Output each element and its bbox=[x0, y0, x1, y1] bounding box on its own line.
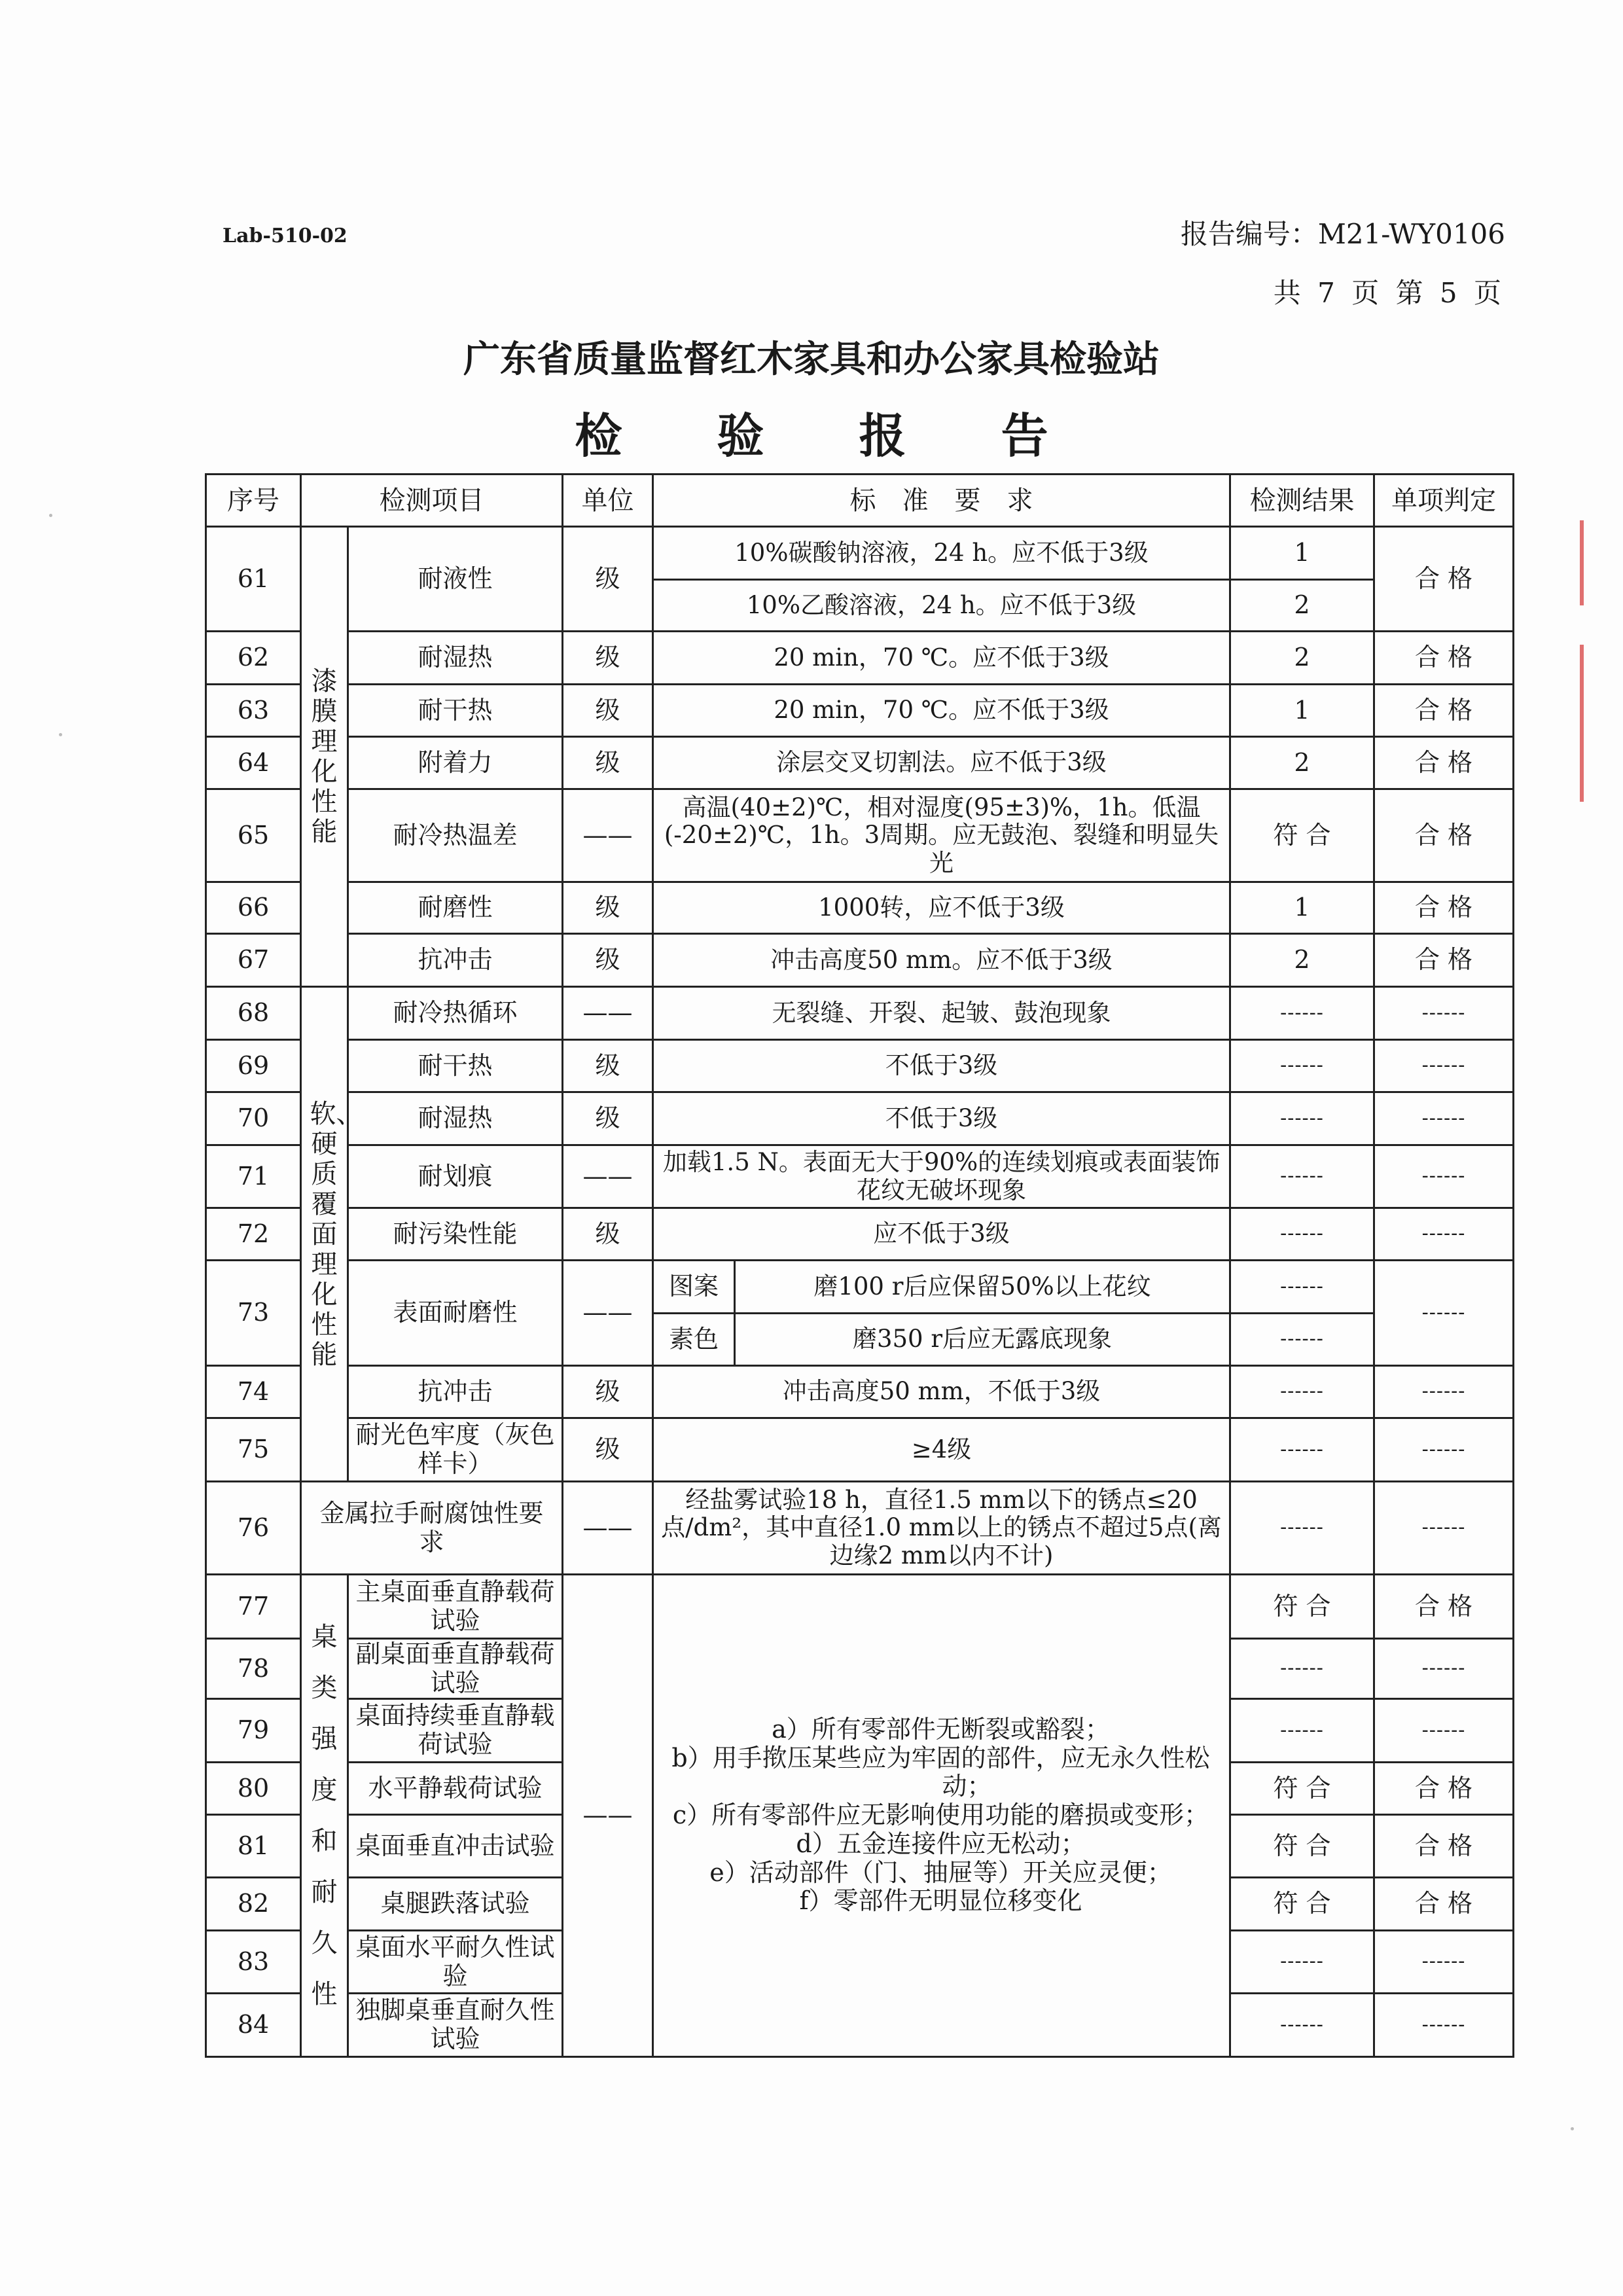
result: 符 合 bbox=[1230, 1878, 1374, 1931]
sub-label: 图案 bbox=[653, 1261, 735, 1314]
lab-code: Lab-510-02 bbox=[223, 224, 348, 247]
item-name: 抗冲击 bbox=[348, 934, 563, 987]
row-no: 65 bbox=[206, 789, 301, 882]
item-name: 耐磨性 bbox=[348, 882, 563, 934]
item-name: 耐湿热 bbox=[348, 1092, 563, 1145]
item-name: 耐液性 bbox=[348, 527, 563, 632]
sub-label: 素色 bbox=[653, 1314, 735, 1366]
requirement-item: b）用手揿压某些应为牢固的部件，应无永久性松动； bbox=[671, 1743, 1210, 1801]
inspection-table bbox=[205, 473, 1514, 2058]
item-name: 金属拉手耐腐蚀性要求 bbox=[301, 1482, 563, 1575]
group-label: 漆膜理化性能 bbox=[301, 527, 348, 987]
verdict: 合 格 bbox=[1374, 1575, 1514, 1639]
seal-stamp-fragment bbox=[1580, 645, 1623, 802]
table-row bbox=[206, 685, 1514, 737]
col-requirement: 标 准 要 求 bbox=[653, 475, 1230, 527]
table-row bbox=[206, 632, 1514, 685]
verdict: ------ bbox=[1374, 1366, 1514, 1418]
unit: 级 bbox=[563, 685, 653, 737]
row-no: 64 bbox=[206, 737, 301, 789]
report-title: 检 验 报 告 bbox=[575, 408, 1088, 463]
requirement-item: c）所有零部件应无影响使用功能的磨损或变形； bbox=[672, 1801, 1209, 1830]
verdict: ------ bbox=[1374, 987, 1514, 1040]
requirement: 经盐雾试验18 h，直径1.5 mm以下的锈点≤20点/dm²，其中直径1.0 mm以上的锈点不超过5点(离边缘2 mm以内不计) bbox=[653, 1482, 1230, 1575]
item-name: 耐光色牢度（灰色样卡） bbox=[348, 1418, 563, 1482]
unit: 级 bbox=[563, 632, 653, 685]
item-name: 耐冷热温差 bbox=[348, 789, 563, 882]
requirement: 应不低于3级 bbox=[653, 1208, 1230, 1261]
item-name: 抗冲击 bbox=[348, 1366, 563, 1418]
row-no: 62 bbox=[206, 632, 301, 685]
header-row bbox=[206, 475, 1514, 527]
result: 符 合 bbox=[1230, 1575, 1374, 1639]
item-name: 耐划痕 bbox=[348, 1145, 563, 1208]
unit: —— bbox=[563, 987, 653, 1040]
verdict: 合 格 bbox=[1374, 737, 1514, 789]
result: 1 bbox=[1230, 685, 1374, 737]
requirement: 10%碳酸钠溶液，24 h。应不低于3级 bbox=[653, 527, 1230, 580]
verdict: 合 格 bbox=[1374, 527, 1514, 632]
row-no: 68 bbox=[206, 987, 301, 1040]
result: 1 bbox=[1230, 527, 1374, 580]
unit: 级 bbox=[563, 1040, 653, 1092]
row-no: 74 bbox=[206, 1366, 301, 1418]
scan-speck bbox=[1571, 2127, 1574, 2130]
verdict: 合 格 bbox=[1374, 882, 1514, 934]
requirement: 不低于3级 bbox=[653, 1092, 1230, 1145]
requirement: 不低于3级 bbox=[653, 1040, 1230, 1092]
page-info: 共 7 页 第 5 页 bbox=[1273, 277, 1505, 309]
col-unit: 单位 bbox=[563, 475, 653, 527]
item-name: 耐湿热 bbox=[348, 632, 563, 685]
item-name: 水平静载荷试验 bbox=[348, 1763, 563, 1815]
row-no: 79 bbox=[206, 1699, 301, 1763]
table-row bbox=[206, 789, 1514, 882]
result: 2 bbox=[1230, 737, 1374, 789]
col-result: 检测结果 bbox=[1230, 475, 1374, 527]
result: 2 bbox=[1230, 580, 1374, 632]
seal-stamp-fragment bbox=[1580, 520, 1623, 605]
result: ------ bbox=[1230, 1639, 1374, 1699]
verdict: 合 格 bbox=[1374, 685, 1514, 737]
scan-speck bbox=[49, 514, 52, 517]
requirement-item: d）五金连接件应无松动； bbox=[796, 1829, 1086, 1858]
unit: —— bbox=[563, 1145, 653, 1208]
verdict: 合 格 bbox=[1374, 934, 1514, 987]
table-row bbox=[206, 934, 1514, 987]
row-no: 63 bbox=[206, 685, 301, 737]
requirement: 1000转，应不低于3级 bbox=[653, 882, 1230, 934]
result: ------ bbox=[1230, 987, 1374, 1040]
table-row bbox=[206, 1208, 1514, 1261]
item-name: 桌面持续垂直静载荷试验 bbox=[348, 1699, 563, 1763]
row-no: 83 bbox=[206, 1931, 301, 1994]
item-name: 耐污染性能 bbox=[348, 1208, 563, 1261]
result: ------ bbox=[1230, 1208, 1374, 1261]
verdict: ------ bbox=[1374, 1261, 1514, 1366]
result: 1 bbox=[1230, 882, 1374, 934]
requirement: 磨100 r后应保留50%以上花纹 bbox=[735, 1261, 1230, 1314]
verdict: ------ bbox=[1374, 1418, 1514, 1482]
verdict: 合 格 bbox=[1374, 1878, 1514, 1931]
row-no: 73 bbox=[206, 1261, 301, 1366]
unit: —— bbox=[563, 789, 653, 882]
unit: 级 bbox=[563, 934, 653, 987]
item-name: 耐干热 bbox=[348, 685, 563, 737]
verdict: ------ bbox=[1374, 1482, 1514, 1575]
report-number: 报告编号：M21-WY0106 bbox=[1180, 218, 1505, 250]
unit: 级 bbox=[563, 1208, 653, 1261]
result: ------ bbox=[1230, 1931, 1374, 1994]
result: 2 bbox=[1230, 632, 1374, 685]
table-row bbox=[206, 737, 1514, 789]
unit: 级 bbox=[563, 882, 653, 934]
requirement: 冲击高度50 mm，不低于3级 bbox=[653, 1366, 1230, 1418]
row-no: 77 bbox=[206, 1575, 301, 1639]
row-no: 81 bbox=[206, 1815, 301, 1878]
item-name: 耐冷热循环 bbox=[348, 987, 563, 1040]
item-name: 桌面垂直冲击试验 bbox=[348, 1815, 563, 1878]
verdict: 合 格 bbox=[1374, 1815, 1514, 1878]
unit: 级 bbox=[563, 1366, 653, 1418]
row-no: 76 bbox=[206, 1482, 301, 1575]
result: ------ bbox=[1230, 1699, 1374, 1763]
verdict: ------ bbox=[1374, 1931, 1514, 1994]
result: ------ bbox=[1230, 1261, 1374, 1314]
result: 符 合 bbox=[1230, 789, 1374, 882]
verdict: ------ bbox=[1374, 1699, 1514, 1763]
requirement: 磨350 r后应无露底现象 bbox=[735, 1314, 1230, 1366]
table-row bbox=[206, 1145, 1514, 1208]
result: ------ bbox=[1230, 1418, 1374, 1482]
verdict: ------ bbox=[1374, 1208, 1514, 1261]
table-row bbox=[206, 1418, 1514, 1482]
requirement: 涂层交叉切割法。应不低于3级 bbox=[653, 737, 1230, 789]
result: 符 合 bbox=[1230, 1815, 1374, 1878]
scan-speck bbox=[59, 733, 62, 736]
row-no: 66 bbox=[206, 882, 301, 934]
requirement-item: e）活动部件（门、抽屉等）开关应灵便； bbox=[709, 1857, 1172, 1887]
item-name: 表面耐磨性 bbox=[348, 1261, 563, 1366]
row-no: 75 bbox=[206, 1418, 301, 1482]
row-no: 80 bbox=[206, 1763, 301, 1815]
org-name: 广东省质量监督红木家具和办公家具检验站 bbox=[463, 338, 1160, 381]
item-name: 桌腿跌落试验 bbox=[348, 1878, 563, 1931]
result: ------ bbox=[1230, 1040, 1374, 1092]
result: ------ bbox=[1230, 1366, 1374, 1418]
unit: —— bbox=[563, 1482, 653, 1575]
requirement: 无裂缝、开裂、起皱、鼓泡现象 bbox=[653, 987, 1230, 1040]
result: ------ bbox=[1230, 1145, 1374, 1208]
row-no: 72 bbox=[206, 1208, 301, 1261]
verdict: ------ bbox=[1374, 1040, 1514, 1092]
item-name: 独脚桌垂直耐久性试验 bbox=[348, 1994, 563, 2057]
item-name: 耐干热 bbox=[348, 1040, 563, 1092]
verdict: ------ bbox=[1374, 1092, 1514, 1145]
row-no: 69 bbox=[206, 1040, 301, 1092]
unit: 级 bbox=[563, 1092, 653, 1145]
verdict: ------ bbox=[1374, 1639, 1514, 1699]
row-no: 71 bbox=[206, 1145, 301, 1208]
row-no: 82 bbox=[206, 1878, 301, 1931]
result: 符 合 bbox=[1230, 1763, 1374, 1815]
row-no: 67 bbox=[206, 934, 301, 987]
table-row bbox=[206, 1040, 1514, 1092]
result: ------ bbox=[1230, 1994, 1374, 2057]
unit: 级 bbox=[563, 1418, 653, 1482]
result: ------ bbox=[1230, 1314, 1374, 1366]
table-row bbox=[206, 1482, 1514, 1575]
row-no: 78 bbox=[206, 1639, 301, 1699]
col-no: 序号 bbox=[206, 475, 301, 527]
requirement-item: f）零部件无明显位移变化 bbox=[799, 1886, 1082, 1916]
col-verdict: 单项判定 bbox=[1374, 475, 1514, 527]
desk-requirements bbox=[653, 1575, 1230, 2057]
table-row bbox=[206, 882, 1514, 934]
verdict: 合 格 bbox=[1374, 789, 1514, 882]
result: ------ bbox=[1230, 1092, 1374, 1145]
result: 2 bbox=[1230, 934, 1374, 987]
verdict: 合 格 bbox=[1374, 632, 1514, 685]
requirement: 20 min，70 ℃。应不低于3级 bbox=[653, 685, 1230, 737]
table-row bbox=[206, 527, 1514, 580]
requirement-item: a）所有零部件无断裂或豁裂； bbox=[772, 1715, 1110, 1744]
verdict: ------ bbox=[1374, 1994, 1514, 2057]
group-label: 桌类强度和耐久性 bbox=[301, 1575, 348, 2057]
group-label: 软、硬质覆面理化性能 bbox=[301, 987, 348, 1482]
requirement: 高温(40±2)℃，相对湿度(95±3)%，1h。低温(-20±2)℃，1h。3周期。应无鼓泡、裂缝和明显失光 bbox=[653, 789, 1230, 882]
result: ------ bbox=[1230, 1482, 1374, 1575]
table-row bbox=[206, 1575, 1514, 1639]
unit: 级 bbox=[563, 737, 653, 789]
table-row bbox=[206, 987, 1514, 1040]
item-name: 主桌面垂直静载荷试验 bbox=[348, 1575, 563, 1639]
unit: —— bbox=[563, 1575, 653, 2057]
requirement: 20 min，70 ℃。应不低于3级 bbox=[653, 632, 1230, 685]
item-name: 附着力 bbox=[348, 737, 563, 789]
unit: —— bbox=[563, 1261, 653, 1366]
row-no: 61 bbox=[206, 527, 301, 632]
verdict: 合 格 bbox=[1374, 1763, 1514, 1815]
unit: 级 bbox=[563, 527, 653, 632]
item-name: 副桌面垂直静载荷试验 bbox=[348, 1639, 563, 1699]
requirement: 加载1.5 N。表面无大于90%的连续划痕或表面装饰花纹无破坏现象 bbox=[653, 1145, 1230, 1208]
requirement: ≥4级 bbox=[653, 1418, 1230, 1482]
row-no: 70 bbox=[206, 1092, 301, 1145]
requirement: 10%乙酸溶液，24 h。应不低于3级 bbox=[653, 580, 1230, 632]
verdict: ------ bbox=[1374, 1145, 1514, 1208]
requirement: 冲击高度50 mm。应不低于3级 bbox=[653, 934, 1230, 987]
table-row bbox=[206, 1092, 1514, 1145]
item-name: 桌面水平耐久性试验 bbox=[348, 1931, 563, 1994]
row-no: 84 bbox=[206, 1994, 301, 2057]
table-row bbox=[206, 1366, 1514, 1418]
col-item: 检测项目 bbox=[301, 475, 563, 527]
table-row bbox=[206, 1261, 1514, 1314]
